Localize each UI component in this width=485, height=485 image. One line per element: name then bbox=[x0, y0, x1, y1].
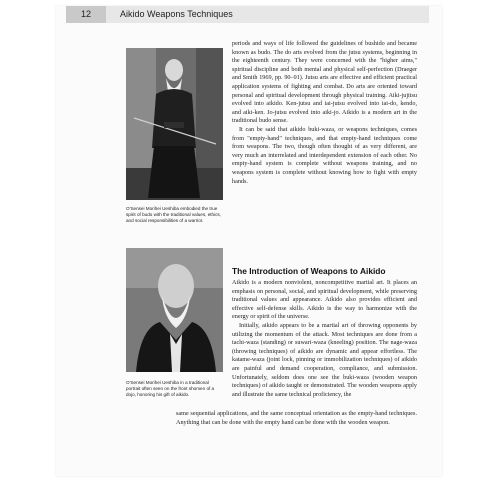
photo-ueshiba-standing bbox=[126, 48, 223, 200]
paragraph: It can be said that aikido buki-waza, or weapons techniques, comes from "empty-hand" techniques, and that empty-hand techniques come from weapons. The two, though often thought of as very different, are very much an interrelated and interdependent extension of each other. No empty-hand system is complete without weapons training, and no weapons system is complete without knowing how to fight with empty hands. bbox=[232, 125, 417, 185]
photo-ueshiba-portrait bbox=[126, 248, 223, 372]
paragraph: same sequential applications, and the same conceptual orientation as the empty-hand techniques. Anything that can be done with the empty hand can be done with the wooden weapon. bbox=[176, 410, 417, 426]
body-text-intro bbox=[232, 40, 417, 186]
section-heading: The Introduction of Weapons to Aikido bbox=[232, 266, 386, 276]
page-number: 12 bbox=[66, 6, 106, 23]
running-head-title: Aikido Weapons Techniques bbox=[120, 9, 233, 19]
body-text-section bbox=[232, 279, 417, 399]
paragraph: periods and ways of life followed the guidelines of bushido and became known as budo. The do arts evolved from the jutsu systems, beginning in the eighteenth century. They were concerned with the "higher aims," spiritual discipline and both mental and physical self-perfection (Draeger and Smith 1969, pp. 90–91). Jutsu arts are effective and efficient practical application systems of fighting and combat. Do arts are oriented toward personal and spiritual development through physical training. Aiki-jujitsu evolved into aikido. Ken-jutsu and iai-jutsu evolved into iai-do, kendo, and aiki-ken. Jo-jutsu evolved into aiki-jo. Aikido is a modern art in the traditional budo sense. bbox=[232, 40, 417, 125]
paragraph: Initially, aikido appears to be a martial art of throwing opponents by utilizing the momentum of the attack. Most techniques are done from a tachi-waza (standing) or suwari-waza (kneeling) position. The nage-waza (throwing techniques) of aikido are dynamic and appear effortless. The katame-waza (joint lock, pinning or immobilization techniques) of aikido are painful and demand cooperation, compliance, and submission. Unfortunately, seldom does one see the buki-waza (wooden weapon techniques) of aikido taught or demonstrated. The wooden weapons apply and illustrate the same technical proficiency, the bbox=[232, 321, 417, 398]
figure-caption: O'Sensei Morihei Ueshiba in a traditional portrait often seen on the front shomen of a dojo, honoring his gift of aikido. bbox=[126, 380, 215, 398]
paragraph: Aikido is a modern nonviolent, noncompetitive martial art. It places an emphasis on personal, social, and spiritual development, while preserving traditional values and appearance. Aikido also provides efficient and effective self-defense skills. Aikido is the way to harmonize with the energy or spirit of the universe. bbox=[232, 279, 417, 321]
body-text-continuation bbox=[176, 410, 417, 427]
figure-caption: O'Sensei Morihei Ueshiba embodied the true spirit of budo with the traditional values, ethics, and social responsibilities of a warrior. bbox=[126, 206, 221, 224]
